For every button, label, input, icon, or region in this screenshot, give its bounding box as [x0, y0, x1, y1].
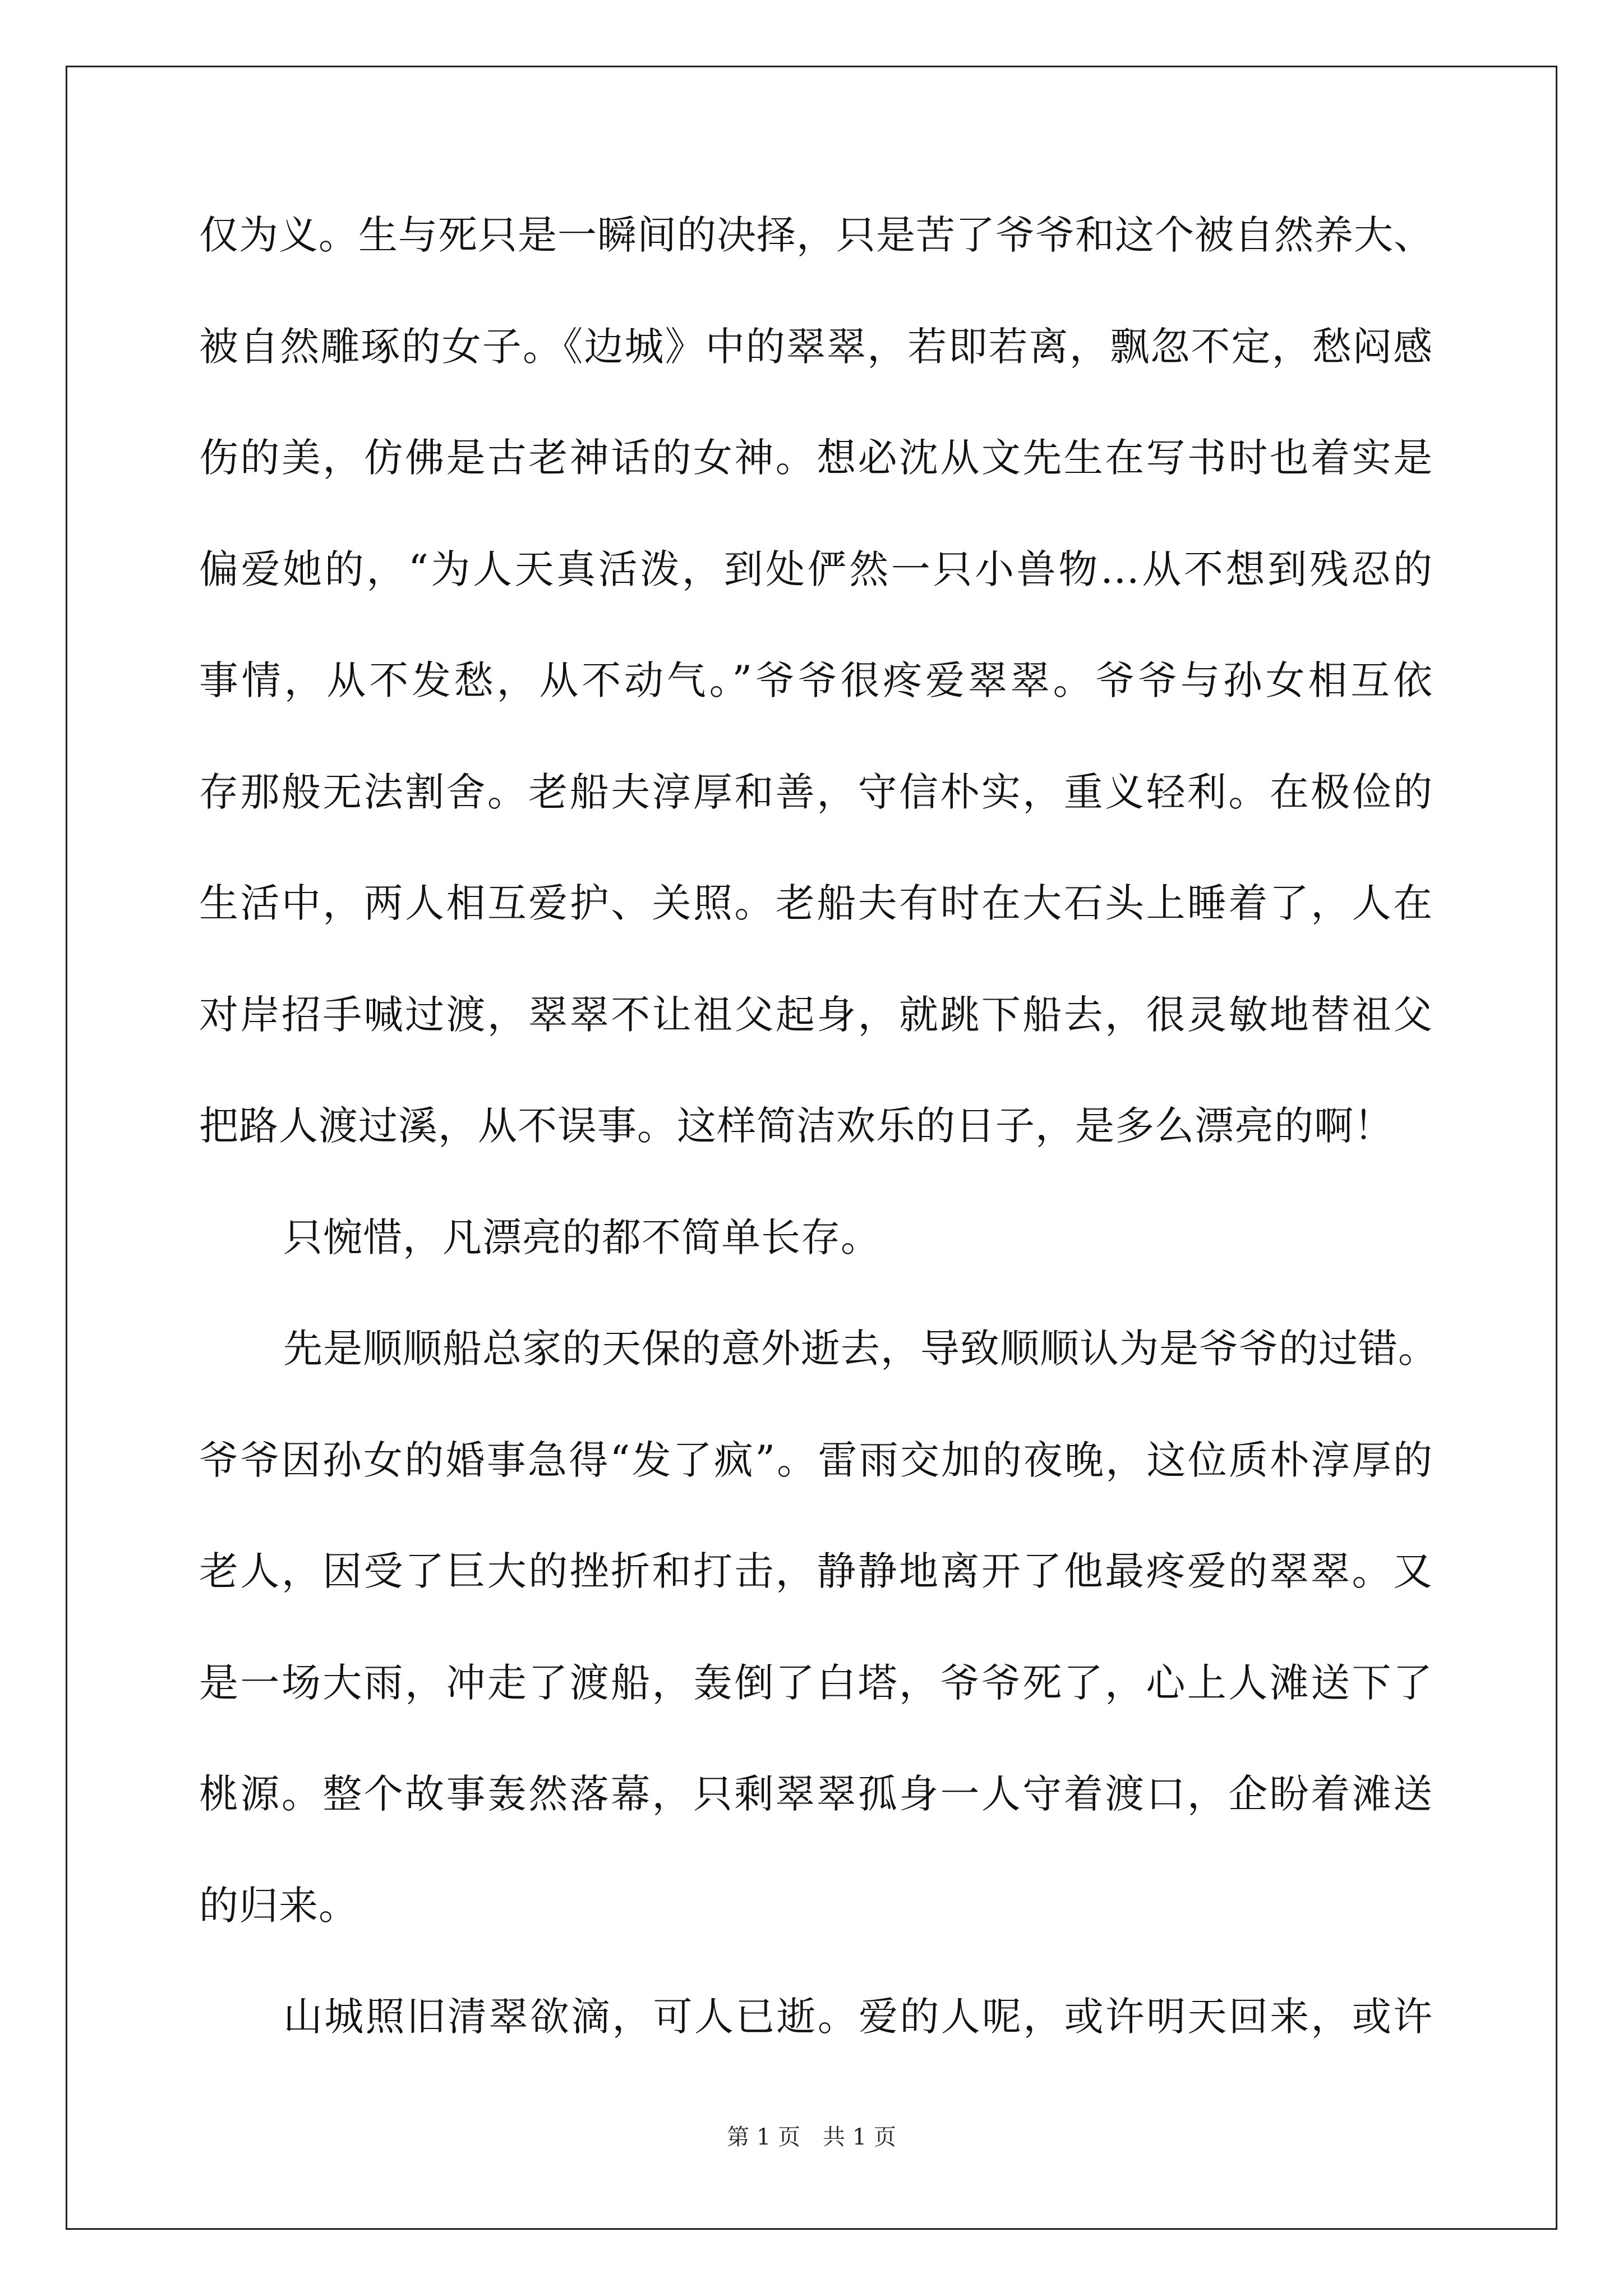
page-number-footer: 第 1 页 共 1 页 — [727, 2124, 896, 2150]
text-line: 爷爷因孙女的婚事急得“发了疯”。雷雨交加的夜晚，这位质朴淳厚的 — [199, 1437, 1433, 1483]
text-line: 事情，从不发愁，从不动气。”爷爷很疼爱翠翠。爷爷与孙女相互依 — [199, 657, 1433, 703]
text-line: 桃源。整个故事轰然落幕，只剩翠翠孤身一人守着渡口，企盼着滩送 — [199, 1771, 1433, 1817]
text-line: 存那般无法割舍。老船夫淳厚和善，守信朴实，重义轻利。在极俭的 — [199, 769, 1433, 815]
paragraph-first-line: 先是顺顺船总家的天保的意外逝去，导致顺顺认为是爷爷的过错。 — [283, 1326, 1438, 1372]
paragraph-first-line: 山城照旧清翠欲滴，可人已逝。爱的人呢，或许明天回来，或许 — [283, 1994, 1433, 2040]
text-line: 把路人渡过溪，从不误事。这样简洁欢乐的日子，是多么漂亮的啊！ — [199, 1103, 1394, 1149]
document-body — [199, 180, 1438, 2073]
text-line: 偏爱她的，“为人天真活泼，到处俨然一只小兽物…从不想到残忍的 — [199, 546, 1433, 592]
text-line: 对岸招手喊过渡，翠翠不让祖父起身，就跳下船去，很灵敏地替祖父 — [199, 991, 1433, 1038]
text-line: 被自然雕琢的女子。《边城》中的翠翠，若即若离，飘忽不定，愁闷感 — [199, 323, 1433, 370]
text-line: 伤的美，仿佛是古老神话的女神。想必沈从文先生在写书时也着实是 — [199, 435, 1433, 481]
text-line: 老人，因受了巨大的挫折和打击，静静地离开了他最疼爱的翠翠。又 — [199, 1548, 1433, 1594]
text-line: 的归来。 — [199, 1882, 358, 1929]
text-line: 是一场大雨，冲走了渡船，轰倒了白塔，爷爷死了，心上人滩送下了 — [199, 1659, 1433, 1706]
text-line: 仅为义。生与死只是一瞬间的决择，只是苦了爷爷和这个被自然养大、 — [199, 212, 1433, 258]
text-line: 生活中，两人相互爱护、关照。老船夫有时在大石头上睡着了，人在 — [199, 880, 1433, 926]
paragraph-first-line: 只惋惜，凡漂亮的都不简单长存。 — [283, 1214, 880, 1260]
